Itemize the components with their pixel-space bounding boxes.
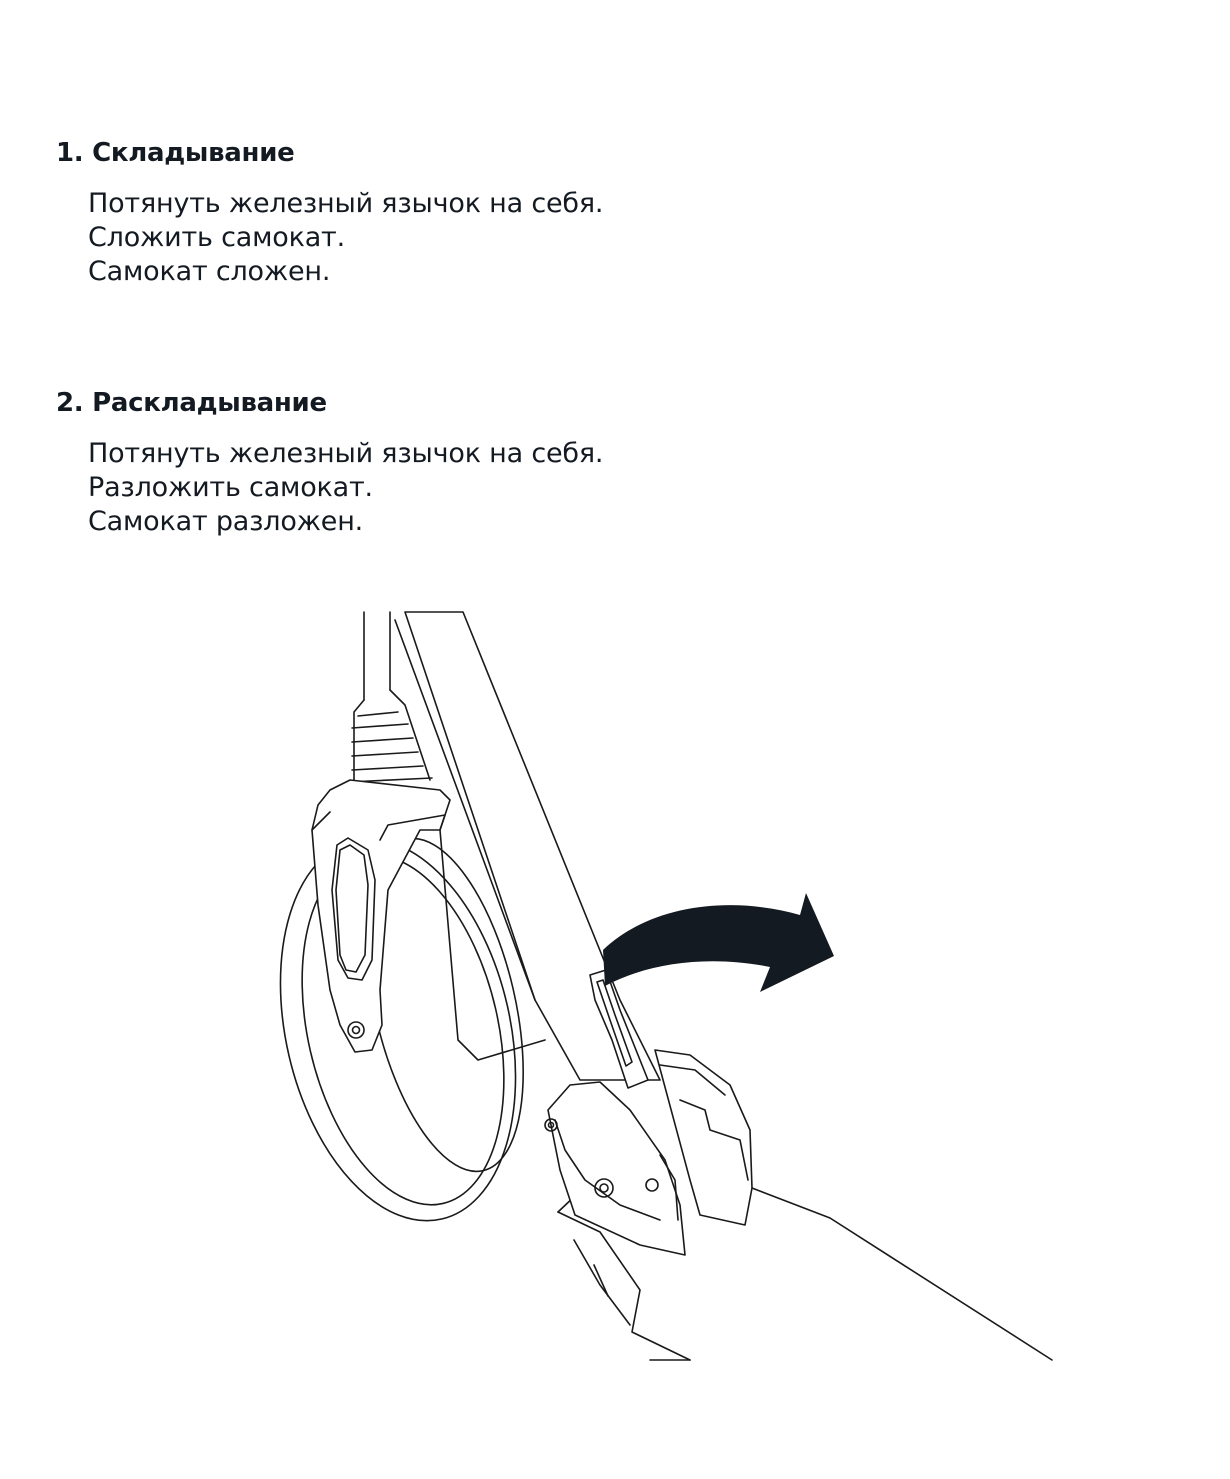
unfolding-step-3: Самокат разложен. [88,506,364,537]
unfolding-step-1: Потянуть железный язычок на себя. [88,438,604,469]
folding-step-2: Сложить самокат. [88,222,345,253]
unfolding-title: 2. Раскладывание [56,388,327,418]
folding-step-1: Потянуть железный язычок на себя. [88,188,604,219]
folding-title: 1. Складывание [56,138,295,168]
pull-arrow-icon [603,893,834,992]
unfolding-step-2: Разложить самокат. [88,472,373,503]
front-fork [312,780,450,1052]
folding-step-3: Самокат сложен. [88,256,331,287]
